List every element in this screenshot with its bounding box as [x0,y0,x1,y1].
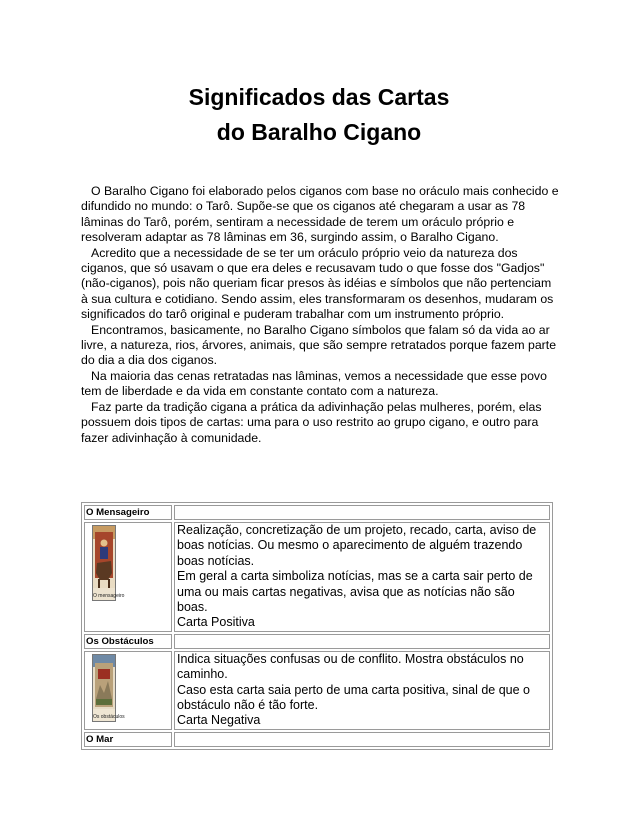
intro-text [81,184,561,446]
card-meaning: Indica situações confusas ou de conflito. Mostra obstáculos no caminho. [177,651,524,682]
horse-rider-illustration [93,526,125,600]
card-meaning: Em geral a carta simboliza notícias, mas se a carta sair perto de uma ou mais cartas negativas, avisa que as notícias não são boas. [177,569,533,615]
intro-paragraph: Na maioria das cenas retratadas nas lâminas, vemos a necessidade que esse povo tem de liberdade e da vida em constante contato com a natureza. [81,368,547,399]
card-meaning: Caso esta carta saia perto de uma carta positiva, sinal de que o obstáculo não é tão forte. [177,682,530,713]
intro-paragraph: Faz parte da tradição cigana a prática da adivinhação pelas mulheres, porém, elas possuem dois tipos de cartas: uma para o uso restrito ao grupo cigano, e outro para fazer adivinhação à comunidade. [81,399,542,445]
card-image-cell [84,651,172,730]
card-image-label: O mensageiro [93,593,125,599]
card-polarity: Carta Negativa [177,713,261,728]
card-header-row [84,634,550,649]
page-title: Significados das Cartas [188,84,450,110]
page-subtitle: do Baralho Cigano [216,119,422,145]
card-header-row [84,732,550,747]
intro-paragraph: Acredito que a necessidade de se ter um oráculo próprio veio da natureza dos ciganos, que só usavam o que era deles e recusavam tudo o que fosse dos "Gadjos" (não-ciganos), pois não queriam ficar presos às idéias e símbolos que não pertenciam à sua cultura e cotidiano. Sendo assim, eles transformaram os desenhos, mudaram os significados do tarô original e puderam trabalhar com um instrumento próprio. [81,245,554,322]
card-description [174,651,550,730]
empty-cell [174,634,550,649]
card-body-row [84,522,550,632]
empty-cell [174,732,550,747]
cards-table [81,502,553,750]
card-image-cell [84,522,172,632]
card-polarity: Carta Positiva [177,615,255,630]
card-image-label: Os obstáculos [93,713,125,720]
card-description [174,522,550,632]
mensageiro-card-image [92,525,125,601]
obstacle-illustration [93,655,125,721]
card-name: Os Obstáculos [84,634,172,649]
empty-cell [174,505,550,520]
obstaculos-card-image [92,654,125,722]
card-body-row [84,651,550,730]
intro-paragraph: Encontramos, basicamente, no Baralho Cigano símbolos que falam só da vida ao ar livre, a natureza, rios, árvores, animais, que são sempre retratados porque fazem parte do dia a dia dos ciganos. [81,322,557,368]
card-name: O Mar [84,732,172,747]
intro-paragraph: O Baralho Cigano foi elaborado pelos ciganos com base no oráculo mais conhecido e difundido no mundo: o Tarô. Supõe-se que os ciganos até chegaram a usar as 78 lâminas do Tarô, porém, sentiram a necessidade de terem um oráculo próprio e resolveram adaptar as 78 lâminas em 36, surgindo assim, o Baralho Cigano. [81,184,559,245]
card-name: O Mensageiro [84,505,172,520]
card-meaning: Realização, concretização de um projeto, recado, carta, aviso de boas notícias. Ou mesmo o aparecimento de alguém trazendo boas notícias. [177,523,537,568]
card-header-row [84,505,550,520]
